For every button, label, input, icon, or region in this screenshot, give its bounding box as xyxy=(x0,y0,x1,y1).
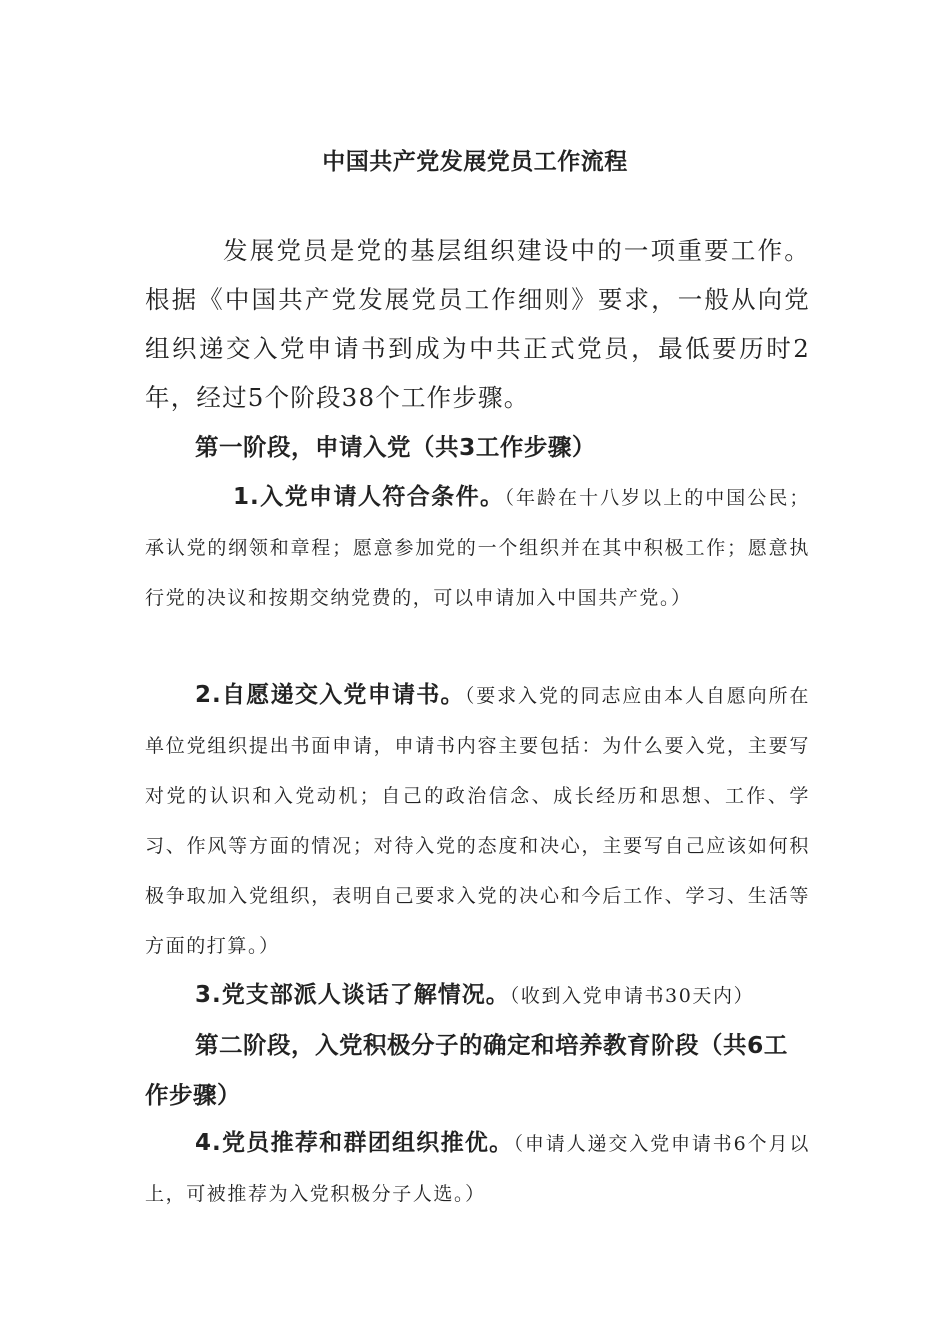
stage-2-heading: 第二阶段，入党积极分子的确定和培养教育阶段（共6工作步骤） xyxy=(145,1031,788,1109)
step-2-detail: （要求入党的同志应由本人自愿向所在单位党组织提出书面申请，申请书内容主要包括：为什么要入党，主要写对党的认识和入党动机；自己的政治信念、成长经历和思想、工作、学习、作风等方面的情况；对待入党的态度和决心，主要写自己应该如何积极争取加入党组织，表明自己要求入党的决心和今后工作、学习、生活等方面的打算。） xyxy=(145,685,811,957)
step-3-head: 3.党支部派人谈话了解情况。 xyxy=(195,982,510,1008)
step-2 xyxy=(145,670,810,971)
step-4 xyxy=(145,1118,810,1219)
stage-1-heading: 第一阶段，申请入党（共3工作步骤） xyxy=(195,433,596,461)
step-1-detail: （年龄在十八岁以上的中国公民；承认党的纲领和章程；愿意参加党的一个组织并在其中积极工作；愿意执行党的决议和按期交纳党费的，可以申请加入中国共产党。） xyxy=(145,487,810,609)
step-2-head: 2.自愿递交入党申请书。 xyxy=(195,682,465,708)
step-1 xyxy=(145,472,810,623)
step-3-detail: （收到入党申请书30天内） xyxy=(509,985,755,1007)
step-3 xyxy=(145,970,810,1021)
step-4-head: 4.党员推荐和群团组织推优。 xyxy=(195,1130,514,1156)
step-4-detail: （申请人递交入党申请书6个月以上，可被推荐为入党积极分子人选。） xyxy=(145,1133,810,1205)
intro-paragraph: 发展党员是党的基层组织建设中的一项重要工作。根据《中国共产党发展党员工作细则》要求，一般从向党组织递交入党申请书到成为中共正式党员，最低要历时2年，经过5个阶段38个工作步骤。 xyxy=(145,236,810,412)
step-1-head: 1.入党申请人符合条件。 xyxy=(233,484,505,510)
document-title: 中国共产党发展党员工作流程 xyxy=(322,149,628,175)
